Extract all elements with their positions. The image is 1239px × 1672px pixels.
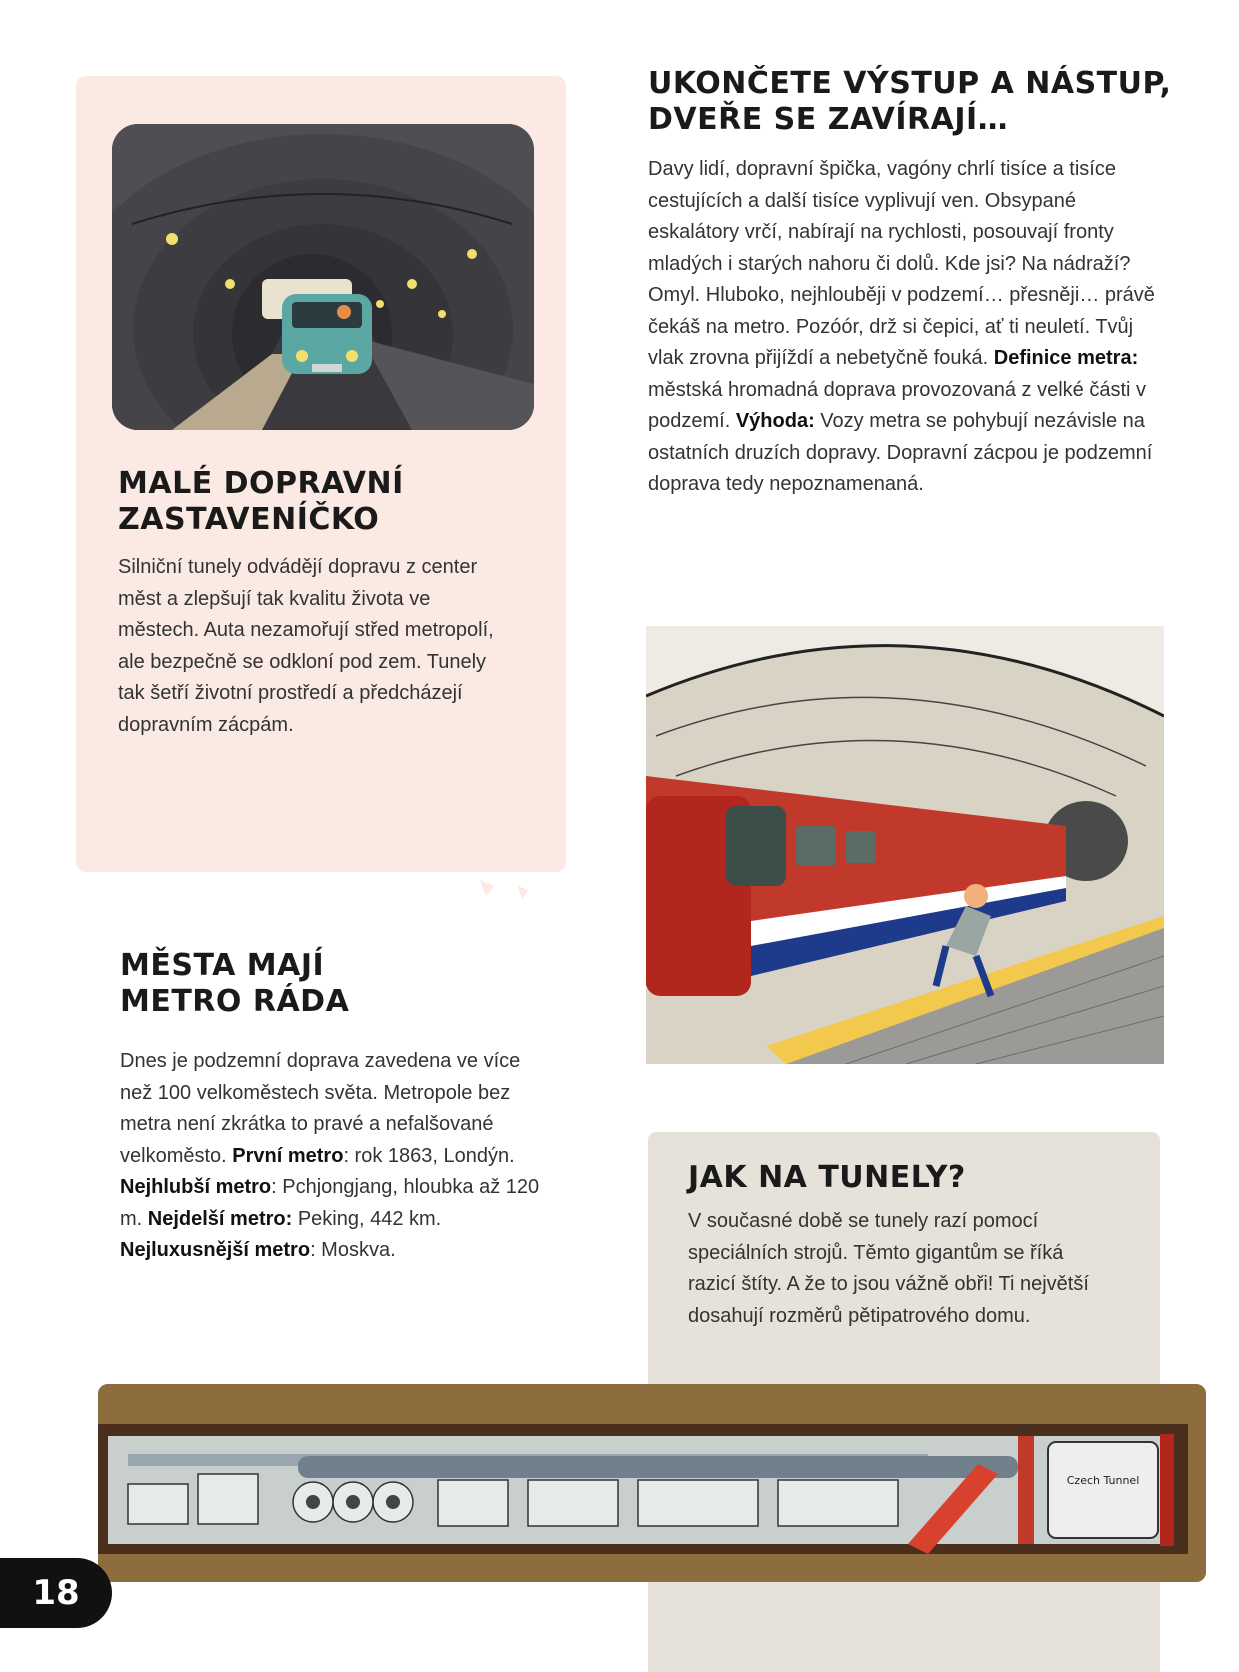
deepest-metro-label: Nejhlubší metro: [120, 1176, 272, 1198]
longest-metro-label: Nejdelší metro:: [147, 1207, 293, 1230]
tbm-sign: Czech Tunnel: [1066, 1474, 1140, 1487]
title-line-2: DVEŘE SE ZAVÍRAJÍ…: [648, 102, 1009, 137]
metro-cities-title: [120, 948, 520, 1020]
traffic-box-text: Silniční tunely odvádějí dopravu z center měst a zlepšují tak kvalitu života ve městech. Auta nezamořují střed metropolí, ale bezpečně se odkloní pod zem. Tunely tak šetří životní prostředí a předcházejí dopravním zácpám.: [118, 556, 494, 736]
advantage-text: Vozy metra se pohybují nezávisle na ostatních druzích dopravy. Dopravní zácpou je podzemní doprava tedy nepoznamenaná.: [648, 410, 1153, 495]
definition-label: Definice metra:: [993, 347, 1139, 369]
deepest-metro-value: : Pchjongjang, hloubka až 120 m.: [120, 1176, 540, 1230]
road-tunnel-illustration: [112, 124, 534, 430]
tunnels-box-text: V současné době se tunely razí pomocí speciálních strojů. Těmto gigantům se říká razicí štíty. A že to jsou vážně obři! Ti největší dosahují rozměrů pětipatrového domu.: [688, 1210, 1089, 1327]
metro-article-intro: Davy lidí, dopravní špička, vagóny chrlí tisíce a tisíce cestujících a další tisíce vyplivují ven. Obsypané eskalátory vrčí, nabírají na rychlosti, posouvají fronty mladých i starých nahoru či dolů. Kde jsi? Na nádraží? Omyl. Hluboko, nejhlouběji v podzemí… přesněji… právě čekáš na metro. Pozóór, drž si čepici, ať ti neuletí. Tvůj vlak zrovna přijíždí a nebetyčně fouká.: [648, 158, 1155, 369]
decorative-chips: [410, 740, 550, 920]
luxury-metro-label: Nejluxusnější metro: [120, 1239, 311, 1261]
first-metro-value: : rok 1863, Londýn.: [343, 1144, 515, 1167]
luxury-metro-value: : Moskva.: [310, 1239, 396, 1261]
longest-metro-value: Peking, 442 km.: [292, 1207, 442, 1230]
page-number: 18: [0, 1558, 112, 1628]
tunnels-box-title: JAK NA TUNELY?: [688, 1160, 966, 1195]
title-line-2: METRO RÁDA: [120, 984, 350, 1019]
title-line-1: MALÉ DOPRAVNÍ: [118, 466, 404, 501]
metro-cities-text: [120, 1046, 550, 1267]
advantage-label: Výhoda:: [735, 410, 815, 432]
subway-platform-illustration: [646, 626, 1164, 1064]
metro-article-text: [648, 154, 1168, 501]
title-line-2: ZASTAVENÍČKO: [118, 502, 380, 537]
metro-cities-intro: Dnes je podzemní doprava zavedena ve více než 100 velkoměstech světa. Metropole bez metra není zkrátka to pravé a nefalšované velkoměsto.: [120, 1050, 521, 1167]
first-metro-label: První metro: [232, 1144, 344, 1167]
traffic-box-title: [118, 466, 538, 538]
title-line-1: MĚSTA MAJÍ: [120, 948, 325, 983]
title-line-1: UKONČETE VÝSTUP A NÁSTUP,: [648, 66, 1172, 101]
tunnel-boring-machine-illustration: [98, 1384, 1206, 1582]
definition-text: městská hromadná doprava provozovaná z velké části v podzemí.: [648, 378, 1147, 432]
metro-article-title: [648, 66, 1208, 138]
